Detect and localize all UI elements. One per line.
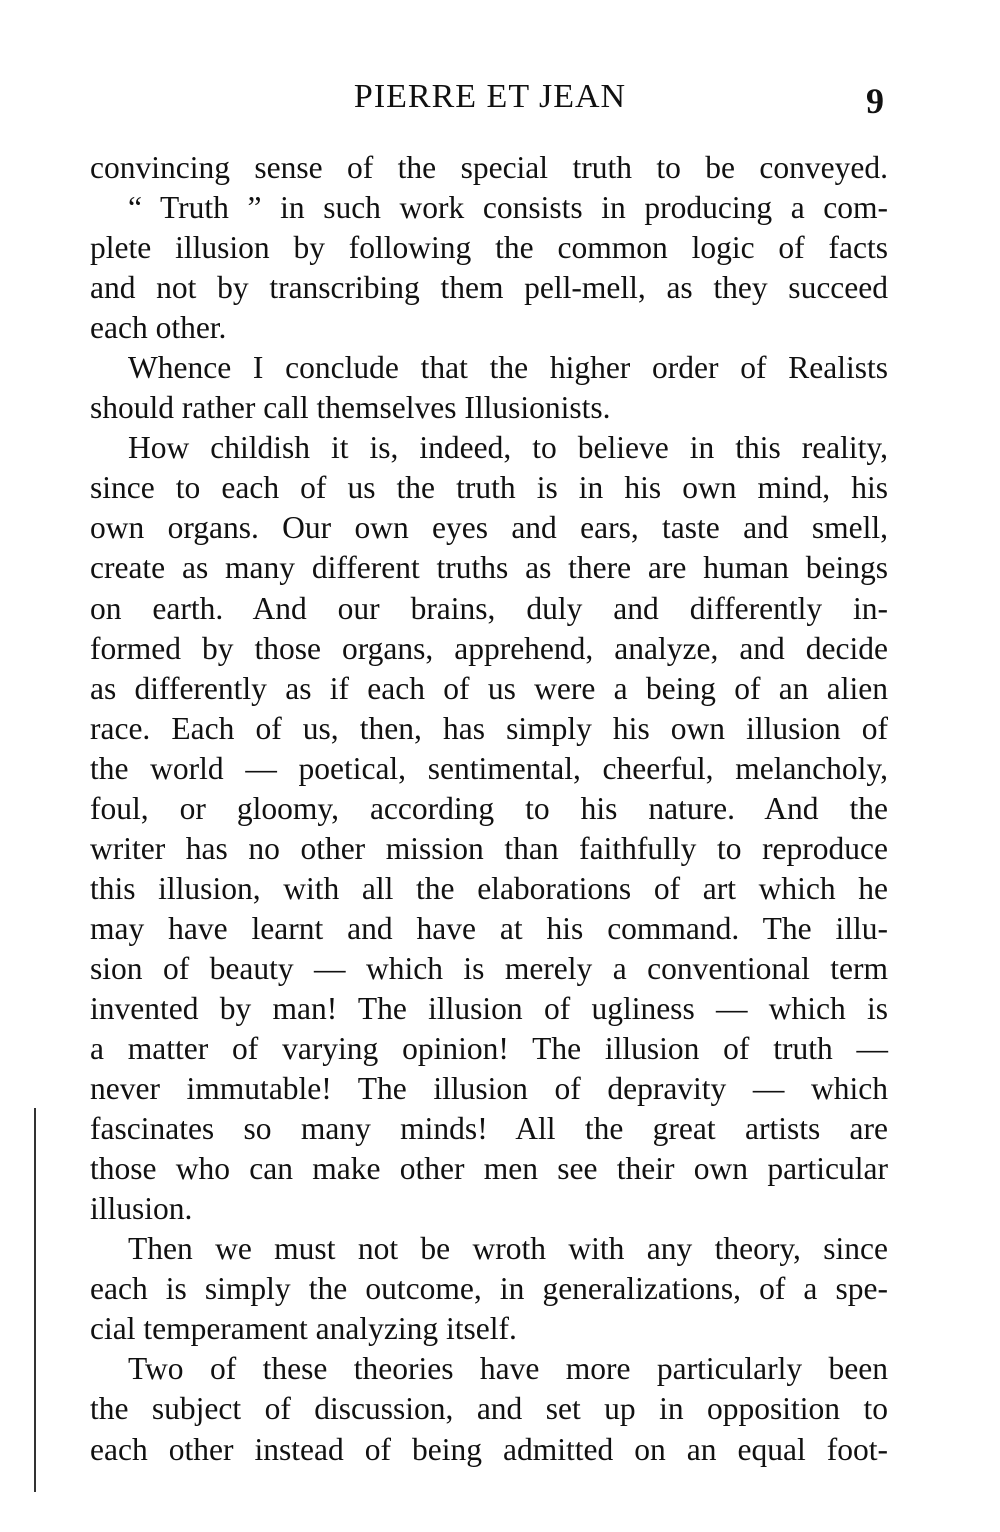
text-line: foul, or gloomy, according to his nature. And the	[90, 790, 888, 826]
text-line: each other.	[90, 310, 227, 346]
page-number: 9	[866, 81, 884, 121]
text-line: each is simply the outcome, in generalizations, of a spe-	[90, 1271, 888, 1307]
text-line: formed by those organs, apprehend, analyze, and decide	[90, 630, 888, 666]
body-text	[90, 148, 888, 1470]
text-line: illusion.	[90, 1191, 193, 1227]
text-line: the world — poetical, sentimental, cheerful, melancholy,	[90, 750, 888, 786]
text-line: on earth. And our brains, duly and differently in-	[90, 590, 888, 626]
text-line: “ Truth ” in such work consists in producing a com-	[128, 190, 888, 226]
text-line: a matter of varying opinion! The illusion of truth —	[90, 1031, 888, 1067]
text-line: as differently as if each of us were a being of an alien	[90, 670, 888, 706]
text-line: cial temperament analyzing itself.	[90, 1311, 517, 1347]
running-title: PIERRE ET JEAN	[353, 78, 627, 115]
text-line: How childish it is, indeed, to believe in this reality,	[128, 430, 888, 466]
margin-rule	[34, 1108, 36, 1492]
text-line: sion of beauty — which is merely a conventional term	[90, 950, 888, 986]
text-line: the subject of discussion, and set up in opposition to	[90, 1391, 888, 1427]
text-line: should rather call themselves Illusionists.	[90, 390, 611, 426]
text-line: Two of these theories have more particularly been	[128, 1351, 888, 1387]
text-line: may have learnt and have at his command. The illu-	[90, 910, 888, 946]
running-head	[0, 78, 1000, 122]
text-line: this illusion, with all the elaborations of art which he	[90, 870, 888, 906]
text-line: Whence I conclude that the higher order of Realists	[128, 350, 888, 386]
text-line: race. Each of us, then, has simply his own illusion of	[90, 710, 888, 746]
text-line: each other instead of being admitted on an equal foot-	[90, 1431, 888, 1467]
text-line: create as many different truths as there are human beings	[90, 550, 888, 586]
text-line: own organs. Our own eyes and ears, taste and smell,	[90, 510, 888, 546]
text-line: and not by transcribing them pell-mell, as they succeed	[90, 270, 888, 306]
text-line: convincing sense of the special truth to be conveyed.	[90, 150, 888, 185]
text-line: fascinates so many minds! All the great artists are	[90, 1111, 888, 1147]
text-line: those who can make other men see their own particular	[90, 1151, 888, 1187]
text-line: Then we must not be wroth with any theory, since	[128, 1231, 888, 1267]
text-line: writer has no other mission than faithfully to reproduce	[90, 830, 888, 866]
text-line: since to each of us the truth is in his own mind, his	[90, 470, 888, 506]
text-line: invented by man! The illusion of ugliness — which is	[90, 990, 888, 1026]
text-line: plete illusion by following the common logic of facts	[90, 230, 888, 266]
text-line: never immutable! The illusion of depravity — which	[90, 1071, 888, 1107]
